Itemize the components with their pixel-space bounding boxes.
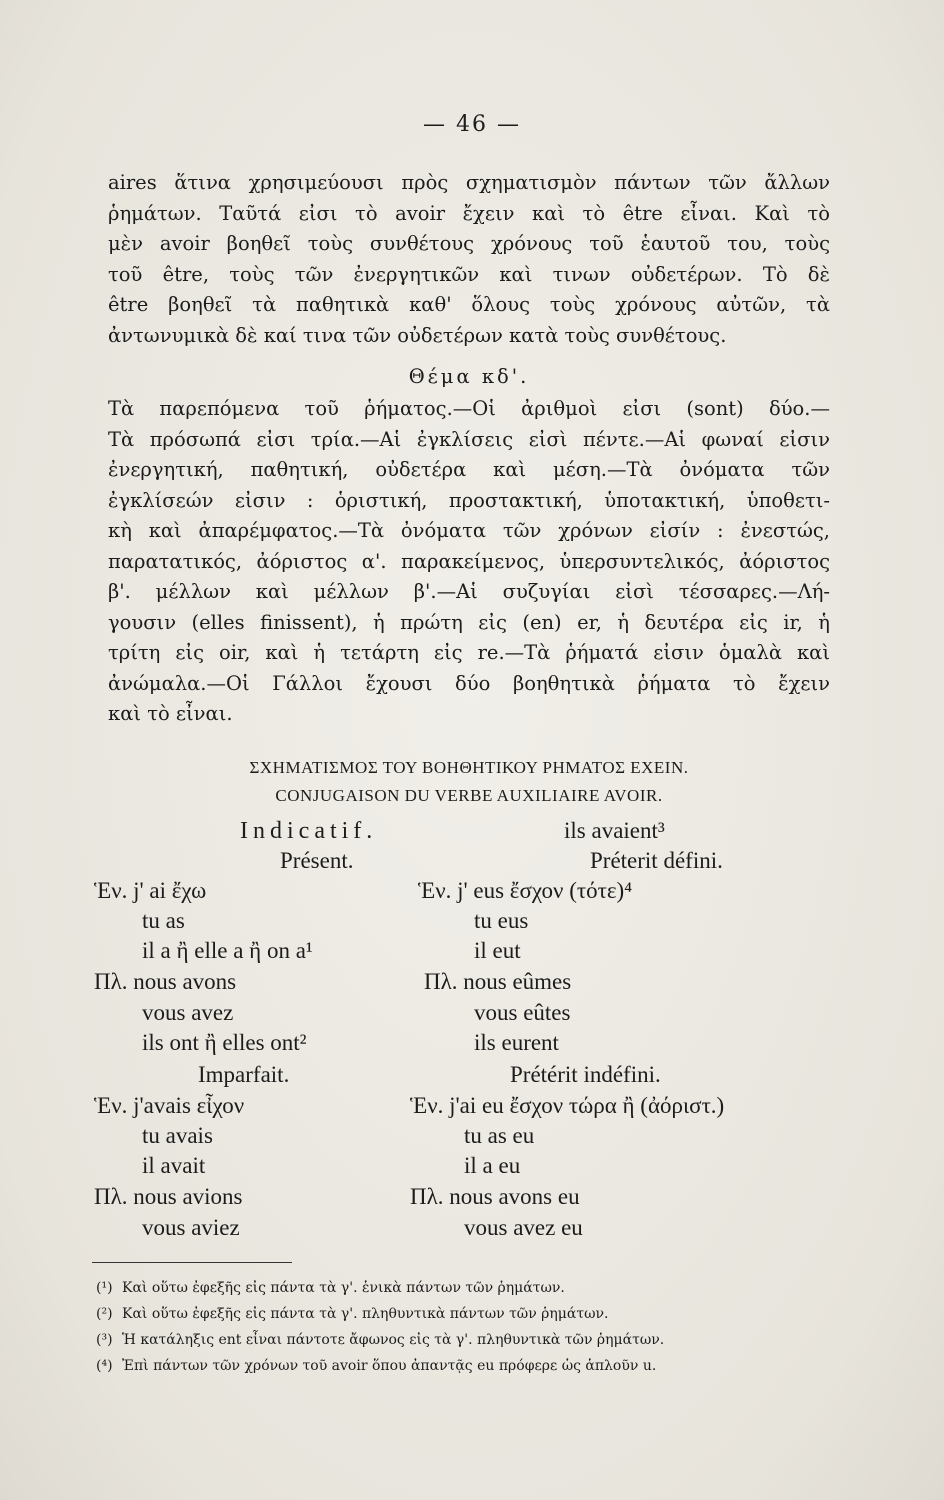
- conjugation-line: vous aviez: [142, 1215, 240, 1240]
- footnote-text: Ἡ κατάληξις ent εἶναι πάντοτε ἄφωνος εἰς τὰ γ'. πληθυντικὰ τῶν ῥημάτων.: [122, 1332, 665, 1348]
- text-line: ἐνεργητική, παθητική, οὐδετέρα καὶ μέση.—Τὰ ὀνόματα τῶν: [108, 458, 830, 481]
- text-line: Τὰ πρόσωπά εἰσι τρία.—Αἱ ἐγκλίσεις εἰσὶ πέντε.—Αἱ φωναί εἰσιν: [108, 427, 830, 451]
- thema-title: Θέμα κδ'.: [408, 365, 530, 388]
- conjugation-line: ils ont ἢ elles ont²: [142, 1030, 307, 1055]
- text-line: γουσιν (elles finissent), ἡ πρώτη εἰς (en) er, ἡ δευτέρα εἰς ir, ἡ: [108, 610, 830, 634]
- conjugation-line: Ἑν. j'ai eu ἔσχον τώρα ἢ (ἀόριστ.): [410, 1093, 725, 1118]
- conjugation-line: tu as: [142, 908, 185, 933]
- footnote-text: Ἐπὶ πάντων τῶν χρόνων τοῦ avoir ὅπου ἀπαντᾷς eu πρόφερε ὡς ἁπλοῦν u.: [122, 1358, 657, 1374]
- footnote-text: Καὶ οὕτω ἐφεξῆς εἰς πάντα τὰ γ'. πληθυντικὰ πάντων τῶν ῥημάτων.: [122, 1306, 609, 1322]
- present-label: Présent.: [280, 848, 354, 873]
- footnote-divider: [92, 1262, 292, 1263]
- text-line: καὶ τὸ εἶναι.: [108, 702, 233, 725]
- footnote: [96, 1330, 664, 1350]
- text-line: aires ἅτινα χρησιμεύουσι πρὸς σχηματισμὸν πάντων τῶν ἄλλων: [108, 171, 830, 194]
- preterit-defini-label: Préterit défini.: [590, 848, 723, 873]
- conjugation-line: Ἑν. j' ai ἔχω: [94, 878, 207, 903]
- intro-paragraph: [108, 168, 830, 351]
- conjugation-line: il avait: [142, 1153, 206, 1178]
- footnote: [96, 1304, 608, 1324]
- preterit-indefini-label: Prétérit indéfini.: [510, 1062, 661, 1087]
- footnote: [96, 1278, 565, 1298]
- footnote-mark: (¹): [96, 1280, 113, 1296]
- conjugation-line: Ἑν. j'avais εἶχον: [94, 1093, 245, 1118]
- conjugation-line: il eut: [474, 938, 521, 963]
- conjugation-line: Ἑν. j' eus ἔσχον (τότε)⁴: [418, 878, 633, 903]
- footnote-mark: (⁴): [96, 1358, 113, 1374]
- text-line: être βοηθεῖ τὰ παθητικὰ καθ' ὅλους τοὺς χρόνους αὐτῶν, τὰ: [108, 293, 830, 316]
- imparfait-label: Imparfait.: [198, 1062, 290, 1087]
- conjugation-line: il a eu: [464, 1153, 521, 1178]
- conjugation-line: tu eus: [474, 908, 529, 933]
- greek-section-heading: ΣΧΗΜΑΤΙΣΜΟΣ ΤΟΥ ΒΟΗΘΗΤΙΚΟΥ ΡΗΜΑΤΟΣ ΕΧΕΙΝ.: [249, 758, 689, 777]
- text-line: παρατατικός, ἀόριστος α'. παρακείμενος, ὑπερσυντελικός, ἀόριστος: [108, 549, 830, 573]
- body-paragraph: [108, 394, 830, 730]
- conjugation-line: vous avez eu: [464, 1215, 583, 1240]
- conjugation-line: ils eurent: [474, 1030, 559, 1055]
- conjugation-line: vous eûtes: [474, 1000, 571, 1025]
- text-line: τρίτη εἰς oir, καὶ ἡ τετάρτη εἰς re.—Τὰ ῥήματά εἰσιν ὁμαλὰ καὶ: [108, 641, 830, 664]
- french-section-heading: CONJUGAISON DU VERBE AUXILIAIRE AVOIR.: [275, 786, 663, 805]
- conjugation-line: Πλ. nous avions: [94, 1184, 243, 1209]
- text-line: μὲν avoir βοηθεῖ τοὺς συνθέτους χρόνους τοῦ ἑαυτοῦ του, τοὺς: [108, 232, 830, 255]
- conjugation-line: tu as eu: [464, 1123, 535, 1148]
- footnote-mark: (²): [96, 1306, 113, 1322]
- text-line: ῥημάτων. Ταῦτά εἰσι τὸ avoir ἔχειν καὶ τὸ être εἶναι. Καὶ τὸ: [108, 201, 830, 225]
- footnote: [96, 1356, 656, 1376]
- mood-label: Indicatif.: [240, 818, 378, 844]
- footnote-text: Καὶ οὕτω ἐφεξῆς εἰς πάντα τὰ γ'. ἑνικὰ πάντων τῶν ῥημάτων.: [122, 1280, 565, 1296]
- text-line: τοῦ être, τοὺς τῶν ἐνεργητικῶν καὶ τινων οὐδετέρων. Τὸ δὲ: [108, 262, 830, 286]
- continued-line: ils avaient³: [564, 818, 665, 843]
- footnote-mark: (³): [96, 1332, 113, 1348]
- text-line: ἀνώμαλα.—Οἱ Γάλλοι ἔχουσι δύο βοηθητικὰ ῥήματα τὸ ἔχειν: [108, 671, 830, 695]
- conjugation-line: tu avais: [142, 1123, 213, 1148]
- text-line: ἀντωνυμικὰ δὲ καί τινα τῶν οὐδετέρων κατὰ τοὺς συνθέτους.: [108, 323, 727, 347]
- text-line: β'. μέλλων καὶ μέλλων β'.—Αἱ συζυγίαι εἰσὶ τέσσαρες.—Λή-: [108, 580, 830, 603]
- conjugation-line: Πλ. nous avons: [94, 969, 237, 994]
- conjugation-line: Πλ. nous avons eu: [410, 1184, 580, 1209]
- text-line: Τὰ παρεπόμενα τοῦ ῥήματος.—Οἱ ἀριθμοὶ εἰσι (sont) δύο.—: [108, 397, 830, 420]
- conjugation-line: il a ἢ elle a ἢ on a¹: [142, 938, 313, 963]
- text-line: κὴ καὶ ἀπαρέμφατος.—Τὰ ὀνόματα τῶν χρόνων εἰσίν : ἐνεστώς,: [108, 519, 830, 542]
- conjugation-line: vous avez: [142, 1000, 234, 1025]
- page-number: — 46 —: [423, 112, 521, 137]
- conjugation-line: Πλ. nous eûmes: [424, 969, 572, 994]
- text-line: ἐγκλίσεών εἰσιν : ὁριστική, προστακτική, ὑποτακτική, ὑποθετι-: [108, 488, 830, 512]
